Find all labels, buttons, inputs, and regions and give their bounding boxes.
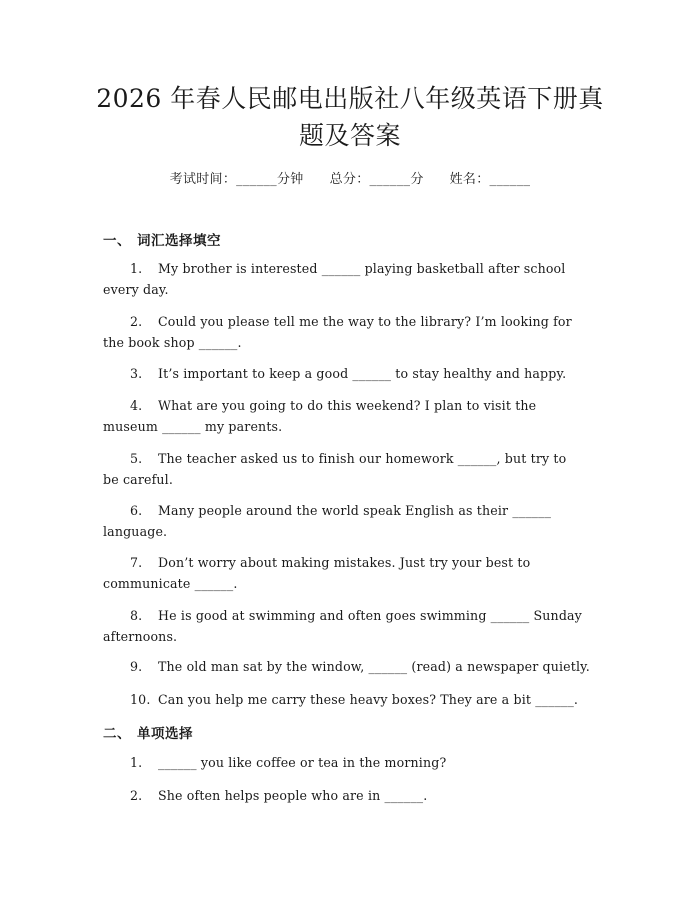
question-item <box>103 657 603 678</box>
question-text: Could you please tell me the way to the library? I’m looking for <box>158 314 572 329</box>
question-item <box>103 312 603 353</box>
question-text: Can you help me carry these heavy boxes? They are a bit ______. <box>158 692 579 707</box>
time-label: 考试时间： <box>169 172 237 187</box>
question-item <box>103 449 603 490</box>
section-title: 词汇选择填空 <box>137 233 221 249</box>
question-text-continued: afternoons. <box>103 628 178 644</box>
score-unit: 分 <box>410 172 424 187</box>
question-text-continued: language. <box>103 523 168 539</box>
score-blank: ______ <box>369 172 411 187</box>
section-heading-vocabulary <box>103 229 221 249</box>
question-text-continued: be careful. <box>103 471 174 487</box>
question-number: 6. <box>130 503 143 518</box>
name-blank: ______ <box>489 172 531 187</box>
question-text-continued: communicate ______. <box>103 575 238 591</box>
score-label: 总分： <box>329 172 370 187</box>
section-title: 单项选择 <box>137 726 193 742</box>
question-item <box>103 396 603 437</box>
question-text: It’s important to keep a good ______ to stay healthy and happy. <box>158 366 567 381</box>
question-number: 3. <box>130 366 143 381</box>
question-item <box>103 553 603 594</box>
question-number: 5. <box>130 451 143 466</box>
section-number: 二、 <box>103 726 131 742</box>
question-number: 1. <box>130 755 143 770</box>
question-text: The old man sat by the window, ______ (read) a newspaper quietly. <box>158 659 590 674</box>
question-item <box>103 690 603 711</box>
question-number: 2. <box>130 788 143 803</box>
question-text: What are you going to do this weekend? I plan to visit the <box>158 398 537 413</box>
name-label: 姓名： <box>449 172 490 187</box>
question-text-continued: the book shop ______. <box>103 334 242 350</box>
section-heading-multiple-choice <box>103 722 193 742</box>
question-text: Many people around the world speak English as their ______ <box>158 503 552 518</box>
question-item <box>103 606 603 647</box>
question-number: 10. <box>130 692 151 707</box>
title-line-1: 2026 年春人民邮电出版社八年级英语下册真 <box>96 84 604 113</box>
question-text-continued: museum ______ my parents. <box>103 418 283 434</box>
time-blank: ______ <box>236 172 277 187</box>
question-number: 8. <box>130 608 143 623</box>
page-title <box>70 80 630 154</box>
question-item <box>103 364 603 385</box>
question-number: 4. <box>130 398 143 413</box>
exam-meta-line <box>0 168 700 187</box>
question-text: He is good at swimming and often goes swimming ______ Sunday <box>158 608 582 623</box>
question-item <box>103 259 603 300</box>
time-unit: 分钟 <box>276 172 304 187</box>
title-line-2: 题及答案 <box>298 121 401 150</box>
question-number: 1. <box>130 261 143 276</box>
question-item <box>103 501 603 542</box>
question-text: My brother is interested ______ playing basketball after school <box>158 261 566 276</box>
question-number: 7. <box>130 555 143 570</box>
section-number: 一、 <box>103 233 131 249</box>
question-text: The teacher asked us to finish our homework ______, but try to <box>158 451 567 466</box>
question-text: She often helps people who are in ______. <box>158 788 428 803</box>
question-number: 2. <box>130 314 143 329</box>
question-number: 9. <box>130 659 143 674</box>
question-text: ______ you like coffee or tea in the morning? <box>158 755 447 770</box>
question-item <box>103 786 603 807</box>
question-text-continued: every day. <box>103 281 169 297</box>
question-item <box>103 753 603 774</box>
question-text: Don’t worry about making mistakes. Just try your best to <box>158 555 531 570</box>
